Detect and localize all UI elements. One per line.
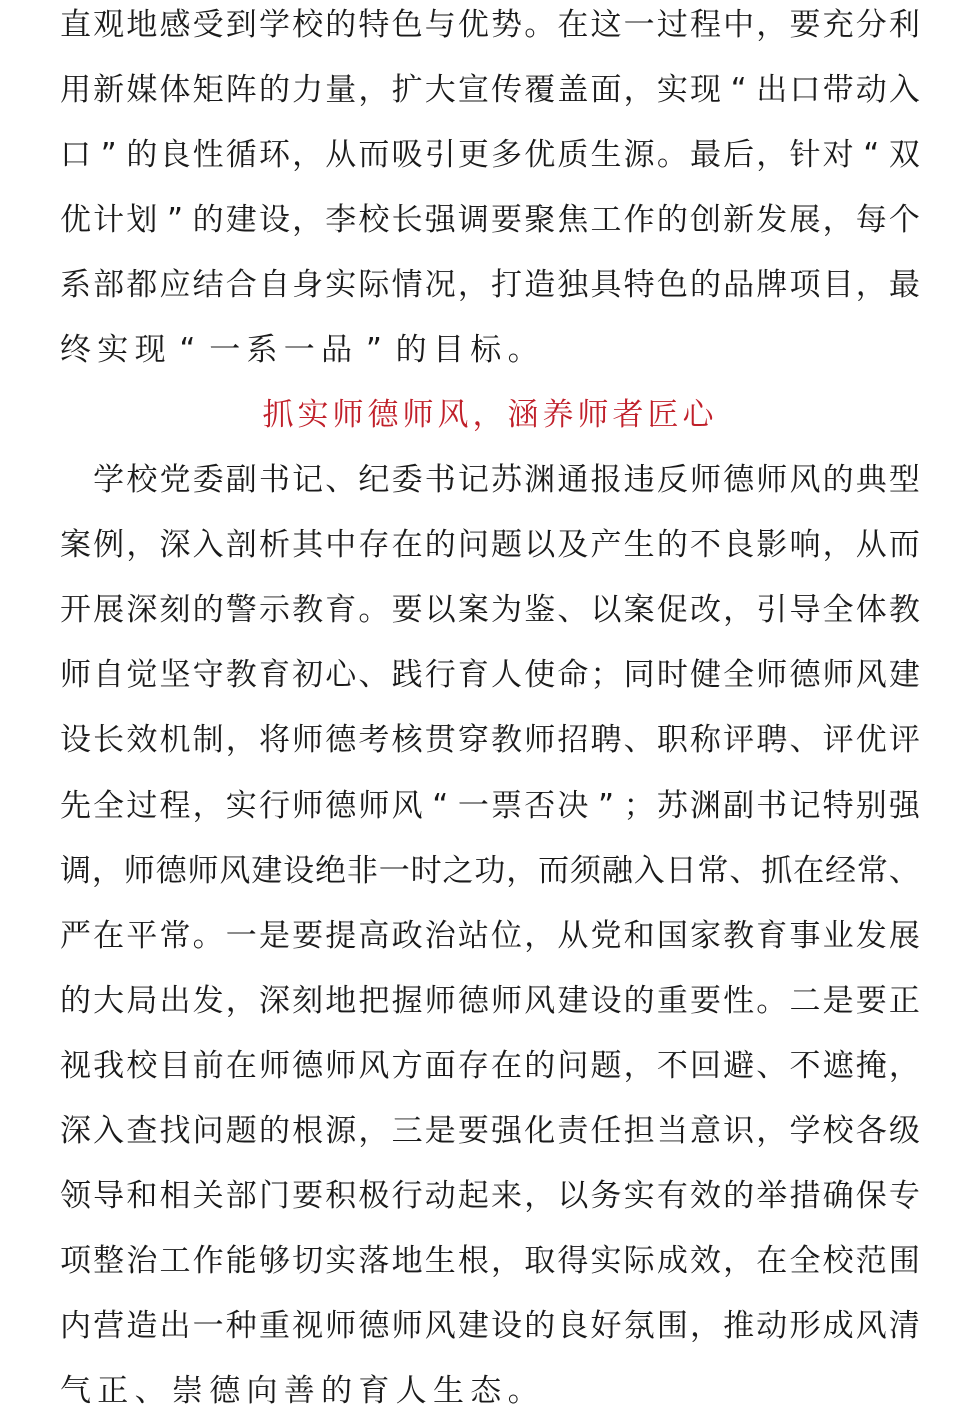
paragraph2-line: 开 展 深 刻 的 警 示 教 育 。 要 以 案 为 鉴 、 以 案 促 改 ， 引 导 全 体 教 xyxy=(60,592,920,629)
paragraph2-line: 气 正 、 崇 德 向 善 的 育 人 生 态 。 xyxy=(60,1373,539,1410)
paragraph2-line: 师 自 觉 坚 守 教 育 初 心 、 践 行 育 人 使 命 ； 同 时 健 全 师 德 师 风 建 xyxy=(60,657,920,694)
paragraph2-line: 案 例 ， 深 入 剖 析 其 中 存 在 的 问 题 以 及 产 生 的 不 良 影 响 ， 从 而 xyxy=(60,527,920,564)
paragraph2-line: 先 全 过 程 ， 实 行 师 德 师 风 “ 一 票 否 决 ” ； 苏 渊 副 书 记 特 别 强 xyxy=(60,787,920,824)
paragraph1-line: 系 部 都 应 结 合 自 身 实 际 情 况 ， 打 造 独 具 特 色 的 品 牌 项 目 ， 最 xyxy=(60,267,920,303)
paragraph1-line: 用 新 媒 体 矩 阵 的 力 量 ， 扩 大 宣 传 覆 盖 面 ， 实 现 “ 出 口 带 动 入 xyxy=(60,72,920,108)
paragraph2-line: 深 入 查 找 问 题 的 根 源 ， 三 是 要 强 化 责 任 担 当 意 识 ， 学 校 各 级 xyxy=(60,1113,920,1149)
paragraph2-line: 设 长 效 机 制 ， 将 师 德 考 核 贯 穿 教 师 招 聘 、 职 称 评 聘 、 评 优 评 xyxy=(60,722,920,759)
paragraph1-line: 优 计 划 ” 的 建 设 ， 李 校 长 强 调 要 聚 焦 工 作 的 创 新 发 展 ， 每 个 xyxy=(60,202,920,238)
paragraph1-line: 终 实 现 “ 一 系 一 品 ” 的 目 标 。 xyxy=(60,332,539,368)
section-heading: 抓实师德师风，涵养师者匠心 xyxy=(262,397,718,433)
paragraph2-line: 内 营 造 出 一 种 重 视 师 德 师 风 建 设 的 良 好 氛 围 ， 推 动 形 成 风 清 xyxy=(60,1308,920,1345)
paragraph2-line: 领 导 和 相 关 部 门 要 积 极 行 动 起 来 ， 以 务 实 有 效 的 举 措 确 保 专 xyxy=(60,1178,920,1215)
paragraph2-line: 严 在 平 常 。 一 是 要 提 高 政 治 站 位 ， 从 党 和 国 家 教 育 事 业 发 展 xyxy=(60,917,920,954)
paragraph1-line: 直 观 地 感 受 到 学 校 的 特 色 与 优 势 。 在 这 一 过 程 中 ， 要 充 分 利 xyxy=(60,7,920,43)
paragraph2-line: 的 大 局 出 发 ， 深 刻 地 把 握 师 德 师 风 建 设 的 重 要 性 。 二 是 要 正 xyxy=(60,982,920,1019)
paragraph2-line: 调 ， 师 德 师 风 建 设 绝 非 一 时 之 功 ， 而 须 融 入 日 常 、 抓 在 经 常 、 xyxy=(60,852,920,889)
paragraph2-line: 项 整 治 工 作 能 够 切 实 落 地 生 根 ， 取 得 实 际 成 效 ， 在 全 校 范 围 xyxy=(60,1243,920,1280)
paragraph2-line: 视 我 校 目 前 在 师 德 师 风 方 面 存 在 的 问 题 ， 不 回 避 、 不 遮 掩 ， xyxy=(60,1047,920,1084)
paragraph2-line: 学 校 党 委 副 书 记 、 纪 委 书 记 苏 渊 通 报 违 反 师 德 师 风 的 典 型 xyxy=(93,462,920,498)
paragraph1-line: 口 ” 的 良 性 循 环 ， 从 而 吸 引 更 多 优 质 生 源 。 最 后 ， 针 对 “ 双 xyxy=(60,137,920,173)
